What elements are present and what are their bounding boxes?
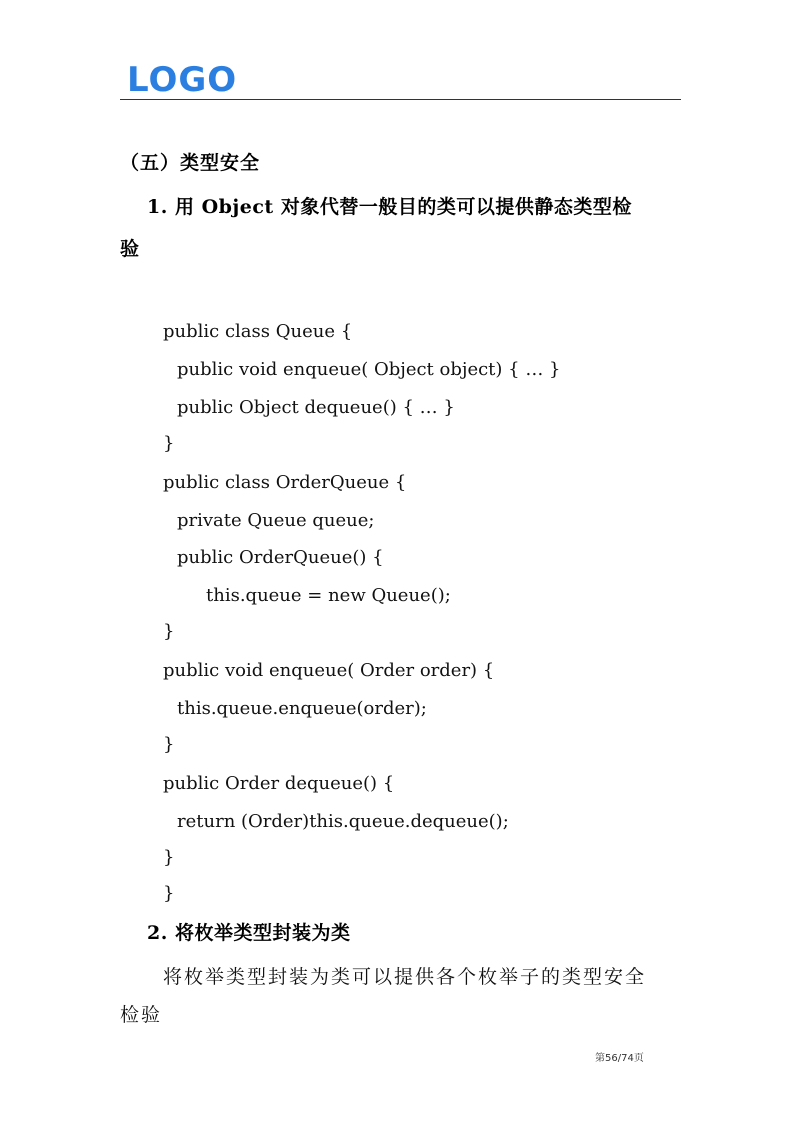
- code-line: }: [163, 883, 175, 904]
- code-line: }: [163, 734, 175, 755]
- code-line: }: [163, 433, 175, 454]
- section-heading: （五）类型安全: [120, 152, 261, 174]
- code-line: public void enqueue( Object object) { … }: [177, 359, 561, 380]
- code-line: public class OrderQueue {: [163, 472, 407, 493]
- item1-heading: 1. 用 Object 对象代替一般目的类可以提供静态类型检: [147, 196, 632, 218]
- code-line: public OrderQueue() {: [177, 547, 384, 568]
- code-line: public Order dequeue() {: [163, 773, 395, 794]
- code-line: this.queue = new Queue();: [206, 585, 451, 606]
- item2-heading: 2. 将枚举类型封装为类: [147, 922, 351, 944]
- code-line: }: [163, 847, 175, 868]
- code-line: public void enqueue( Order order) {: [163, 660, 495, 681]
- item2-paragraph: 将枚举类型封装为类可以提供各个枚举子的类型安全: [163, 966, 647, 988]
- code-line: return (Order)this.queue.dequeue();: [177, 811, 509, 832]
- code-line: public class Queue {: [163, 321, 353, 342]
- code-line: private Queue queue;: [177, 510, 375, 531]
- logo-text: LOGO: [127, 60, 237, 96]
- page-number: 第56/74页: [595, 1053, 644, 1064]
- code-line: public Object dequeue() { … }: [177, 397, 455, 418]
- code-line: }: [163, 621, 175, 642]
- item1-heading-continuation: 验: [120, 238, 140, 260]
- code-line: this.queue.enqueue(order);: [177, 698, 427, 719]
- item2-paragraph-continuation: 检验: [120, 1004, 163, 1026]
